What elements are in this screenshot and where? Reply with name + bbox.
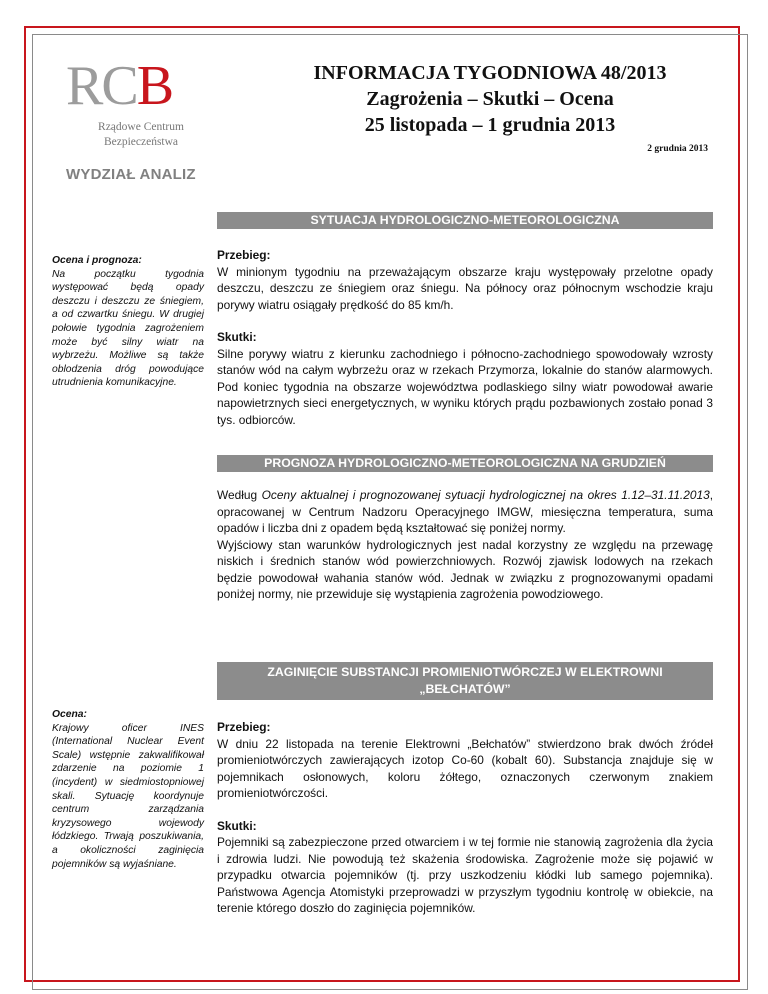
logo-sub-line-2: Bezpieczeństwa [103,136,179,148]
issue-date: 2 grudnia 2013 [647,144,708,154]
logo-mark-b: B [136,55,173,117]
effects-heading: Skutki: [217,330,257,344]
section1-assessment [52,254,204,390]
title-line-2: Zagrożenia – Skutki – Ocena [366,88,614,110]
course-text: W minionym tygodniu na przeważającym obszarze kraju występowały przelotne opady deszczu, deszczu ze śniegiem oraz śniegu. Na północy oraz północnym wschodzie kraju porywy wiatru osiągały prędkość do 85 km/h. [217,264,713,312]
logo-mark-rc: RC [66,55,137,117]
department-label: WYDZIAŁ ANALIZ [66,166,196,183]
section1-body [217,247,713,428]
section-banner-hydro-meteo: SYTUACJA HYDROLOGICZNO-METEOROLOGICZNA [217,212,713,229]
section3-assessment [52,708,204,871]
logo-subtitle [66,120,216,150]
forecast-p1-rest: , opracowanej w Centrum Nadzoru Operacyjnego IMGW, miesięczna temperatura, suma opadów i liczba dni z opadem będą kształtować się poniżej normy. [217,488,713,535]
course-heading: Przebieg: [217,720,271,734]
assessment-text: Krajowy oficer INES (International Nuclear Event Scale) wstępnie zakwalifikował zdarzenie na poziomie 1 (incydent) w siedmiostopniowej skali. Sytuację koordynuje centrum zarządzania kryzysowego wojewody łódzkiego. Trwają poszukiwania, a okoliczności zaginięcia pojemników są wyjaśniane. [52,722,204,870]
title-line-1: INFORMACJA TYGODNIOWA 48/2013 [313,62,667,84]
effects-heading: Skutki: [217,818,257,833]
forecast-paragraph-2: Wyjściowy stan warunków hydrologicznych jest nadal korzystny ze względu na przewagę niskich i średnich stanów wód powierzchniowych. Rozwój zjawisk lodowych na rzekach będzie powodował wahania stanów wód. Jednak w związku z prognozowanymi opadami poniżej normy, nie przewiduje się wystąpienia zagrożenia powodziowego. [217,537,713,601]
forecast-p1-lead: Według [217,488,262,502]
forecast-paragraph-1 [217,487,713,537]
course-heading: Przebieg: [217,248,271,262]
course-text: W dniu 22 listopada na terenie Elektrowni „Bełchatów” stwierdzono brak dwóch źródeł promieniotwórczych zawierających izotop Co-60 (kobalt 60). Substancja znajduje się w pojemnikach osłonowych, koloru żółtego, oznaczonych czerwonym znakiem promieniotwórczości. [217,736,713,800]
assessment-heading: Ocena i prognoza: [52,255,142,266]
banner-line-1: ZAGINIĘCIE SUBSTANCJI PROMIENIOTWÓRCZEJ W ELEKTROWNI [267,665,663,679]
logo-mark [66,55,222,117]
rcb-logo [66,55,222,150]
assessment-text: Na początku tygodnia występować będą opady deszczu i deszczu ze śniegiem, a od czwartku śniegu. W drugiej połowie tygodnia zagrożeniem może być silny wiatr na wybrzeżu. Możliwe są także oblodzenia dróg powodujące utrudnienia komunikacyjne. [52,268,204,389]
forecast-source-title: Oceny aktualnej i prognozowanej sytuacji hydrologicznej na okres 1.12–31.11.2013 [261,488,710,502]
section2-body [217,487,713,603]
logo-sub-line-1: Rządowe Centrum [98,121,184,133]
document-title [235,60,745,138]
title-line-3: 25 listopada – 1 grudnia 2013 [364,114,616,136]
assessment-heading: Ocena: [52,709,87,720]
section-banner-radioactive [217,662,713,700]
effects-text: Silne porywy wiatru z kierunku zachodniego i północno-zachodniego spowodowały wzrosty stanów wód na całym wybrzeżu oraz w rzekach Przymorza, lokalnie do stanów alarmowych. Pod koniec tygodnia na obszarze województwa podlaskiego silny wiatr powodował awarie napowietrznych sieci energetycznych, w wyniku których prądu pozbawionych zostało ponad 3 tys. odbiorców. [217,346,713,427]
banner-line-2: „BEŁCHATÓW” [419,682,511,696]
section-banner-forecast: PROGNOZA HYDROLOGICZNO-METEOROLOGICZNA NA GRUDZIEŃ [217,455,713,472]
section3-body [217,719,713,917]
effects-text: Pojemniki są zabezpieczone przed otwarciem i w tej formie nie stanowią zagrożenia dla życia i zdrowia ludzi. Nie powodują też skażenia środowiska. Zagrożenie może się pojawić w przypadku otwarcia pojemników (tj. przy uszkodzeniu kłódki lub samego pojemnika). Państwowa Agencja Atomistyki przeprowadzi w przyszłym tygodniu kontrolę w obiekcie, na terenie którego doszło do zaginięcia pojemników. [217,835,713,915]
